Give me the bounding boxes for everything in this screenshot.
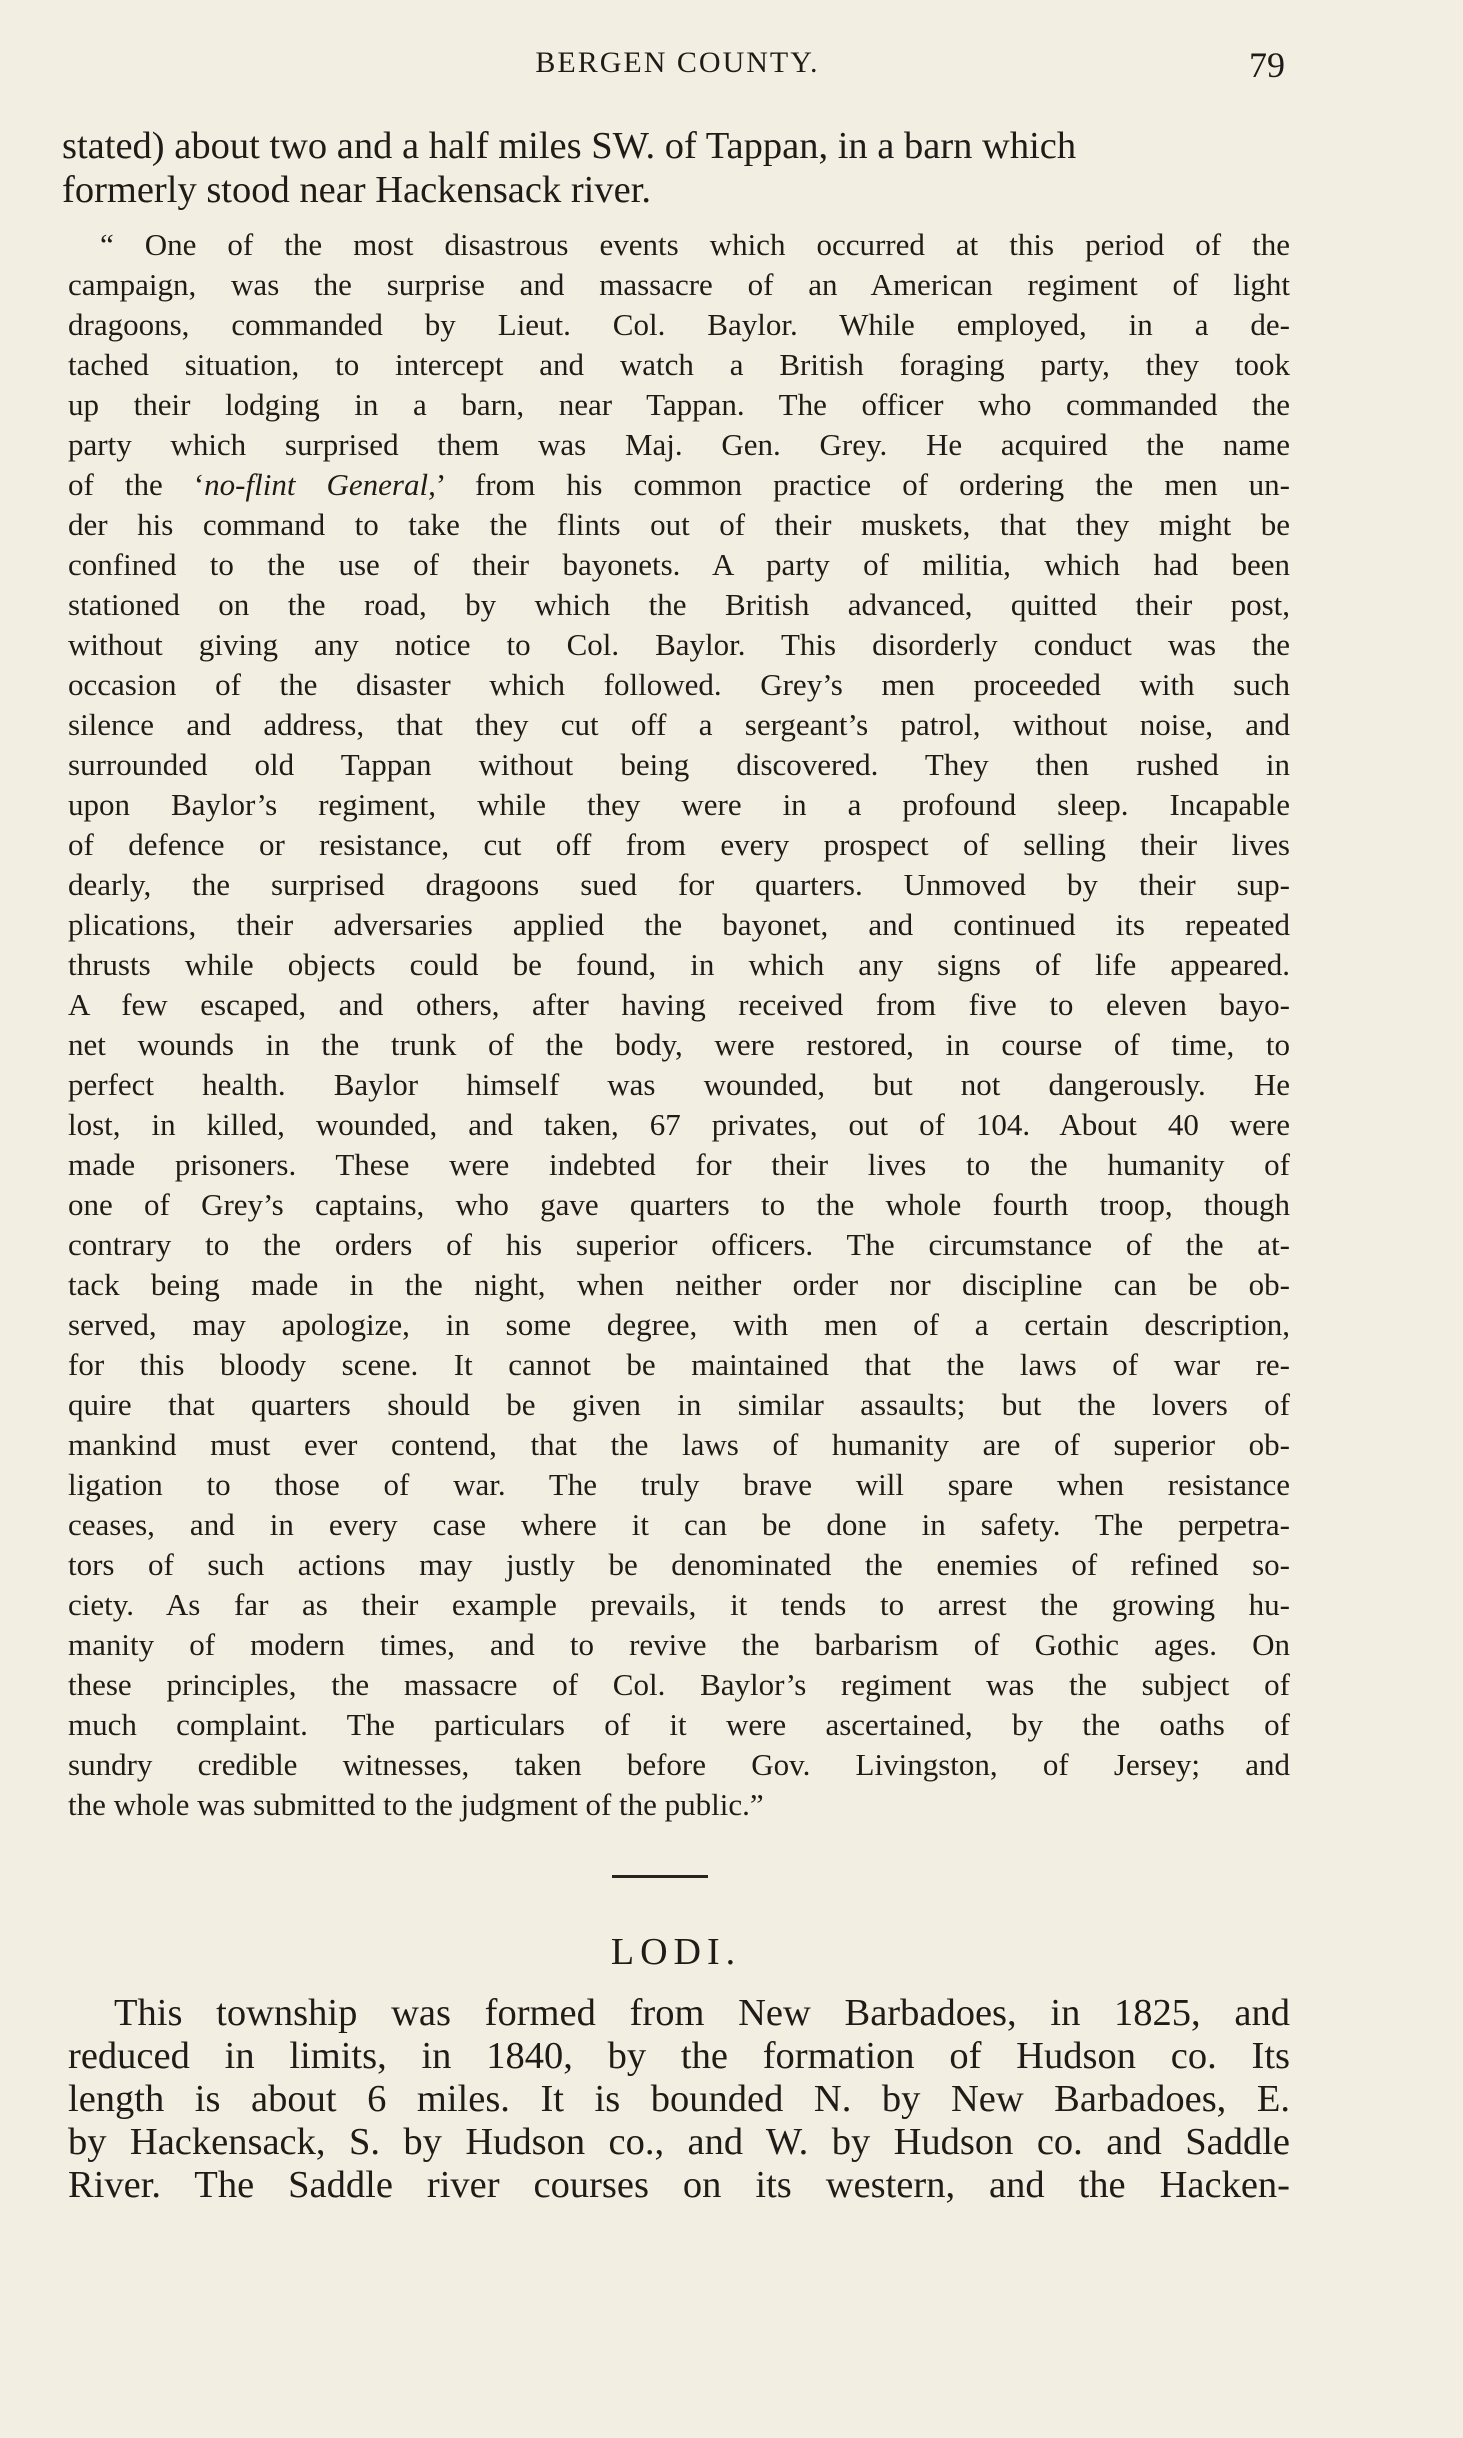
quote-line: without giving any notice to Col. Baylor. This disorderly conduct was the	[68, 627, 1290, 662]
quote-line: much complaint. The particulars of it were ascertained, by the oaths of	[68, 1707, 1290, 1742]
section-title: LODI.	[610, 1931, 742, 1973]
running-title: BERGEN COUNTY.	[535, 46, 820, 79]
quote-line: quire that quarters should be given in similar assaults; but the lovers of	[68, 1387, 1290, 1422]
quote-line: A few escaped, and others, after having received from five to eleven bayo-	[68, 987, 1290, 1022]
quote-line: ligation to those of war. The truly brave will spare when resistance	[68, 1467, 1290, 1502]
lead-line: stated) about two and a half miles SW. of Tappan, in a barn which	[62, 125, 1077, 167]
quote-line: stationed on the road, by which the British advanced, quitted their post,	[68, 587, 1290, 622]
quote-line: plications, their adversaries applied the bayonet, and continued its repeated	[68, 907, 1290, 942]
quote-line: ceases, and in every case where it can be done in safety. The perpetra-	[68, 1507, 1290, 1542]
section-divider	[612, 1875, 708, 1878]
quote-line: upon Baylor’s regiment, while they were in a profound sleep. Incapable	[68, 787, 1290, 822]
quote-line: ciety. As far as their example prevails, it tends to arrest the growing hu-	[68, 1587, 1290, 1622]
quote-line: perfect health. Baylor himself was wounded, but not dangerously. He	[68, 1067, 1290, 1102]
body-line: by Hackensack, S. by Hudson co., and W. by Hudson co. and Saddle	[68, 2121, 1290, 2163]
body-line: River. The Saddle river courses on its western, and the Hacken-	[68, 2164, 1290, 2206]
quote-line: mankind must ever contend, that the laws of humanity are of superior ob-	[68, 1427, 1290, 1462]
quote-line: party which surprised them was Maj. Gen. Grey. He acquired the name	[68, 427, 1290, 462]
quote-line: manity of modern times, and to revive the barbarism of Gothic ages. On	[68, 1627, 1290, 1662]
lead-paragraph	[62, 124, 1290, 212]
section-paragraph	[68, 1992, 1290, 2207]
quote-line: tack being made in the night, when neither order nor discipline can be ob-	[68, 1267, 1290, 1302]
quote-text: of the ‘	[68, 467, 205, 502]
quote-line: dragoons, commanded by Lieut. Col. Baylor. While employed, in a de-	[68, 307, 1290, 342]
quote-line: tors of such actions may justly be denominated the enemies of refined so-	[68, 1547, 1290, 1582]
page-number: 79	[1249, 45, 1285, 85]
body-line: This township was formed from New Barbadoes, in 1825, and	[114, 1992, 1290, 2034]
quote-line: campaign, was the surprise and massacre of an American regiment of light	[68, 267, 1290, 302]
quote-line: contrary to the orders of his superior officers. The circumstance of the at-	[68, 1227, 1290, 1262]
quote-line: sundry credible witnesses, taken before Gov. Livingston, of Jersey; and	[68, 1747, 1290, 1782]
italic-phrase: no-flint General,	[204, 467, 436, 502]
quote-line: “ One of the most disastrous events which occurred at this period of the	[100, 227, 1290, 262]
quotation-block	[68, 225, 1290, 1825]
quote-line: silence and address, that they cut off a sergeant’s patrol, without noise, and	[68, 707, 1290, 742]
quote-line: up their lodging in a barn, near Tappan. The officer who commanded the	[68, 387, 1290, 422]
quote-line: lost, in killed, wounded, and taken, 67 privates, out of 104. About 40 were	[68, 1107, 1290, 1142]
quote-line: der his command to take the flints out of their muskets, that they might be	[68, 507, 1290, 542]
quote-line: confined to the use of their bayonets. A party of militia, which had been	[68, 547, 1290, 582]
quote-text: ’ from his common practice of ordering the men un-	[435, 467, 1290, 502]
body-line: length is about 6 miles. It is bounded N. by New Barbadoes, E.	[68, 2078, 1290, 2120]
running-head	[70, 44, 1285, 88]
body-line: reduced in limits, in 1840, by the formation of Hudson co. Its	[68, 2035, 1290, 2077]
quote-line: tached situation, to intercept and watch a British foraging party, they took	[68, 347, 1290, 382]
quote-line: occasion of the disaster which followed. Grey’s men proceeded with such	[68, 667, 1290, 702]
lead-line: formerly stood near Hackensack river.	[62, 169, 652, 211]
quote-line: served, may apologize, in some degree, with men of a certain description,	[68, 1307, 1290, 1342]
quote-line: thrusts while objects could be found, in which any signs of life appeared.	[68, 947, 1290, 982]
quote-line: the whole was submitted to the judgment of the public.”	[68, 1787, 764, 1822]
quote-line: surrounded old Tappan without being discovered. They then rushed in	[68, 747, 1290, 782]
quote-line: of defence or resistance, cut off from every prospect of selling their lives	[68, 827, 1290, 862]
quote-line: one of Grey’s captains, who gave quarters to the whole fourth troop, though	[68, 1187, 1290, 1222]
quote-line-with-italic	[68, 465, 1290, 505]
quote-line: for this bloody scene. It cannot be maintained that the laws of war re-	[68, 1347, 1290, 1382]
quote-line: net wounds in the trunk of the body, were restored, in course of time, to	[68, 1027, 1290, 1062]
quote-line: these principles, the massacre of Col. Baylor’s regiment was the subject of	[68, 1667, 1290, 1702]
quote-line: dearly, the surprised dragoons sued for quarters. Unmoved by their sup-	[68, 867, 1290, 902]
quote-line: made prisoners. These were indebted for their lives to the humanity of	[68, 1147, 1290, 1182]
